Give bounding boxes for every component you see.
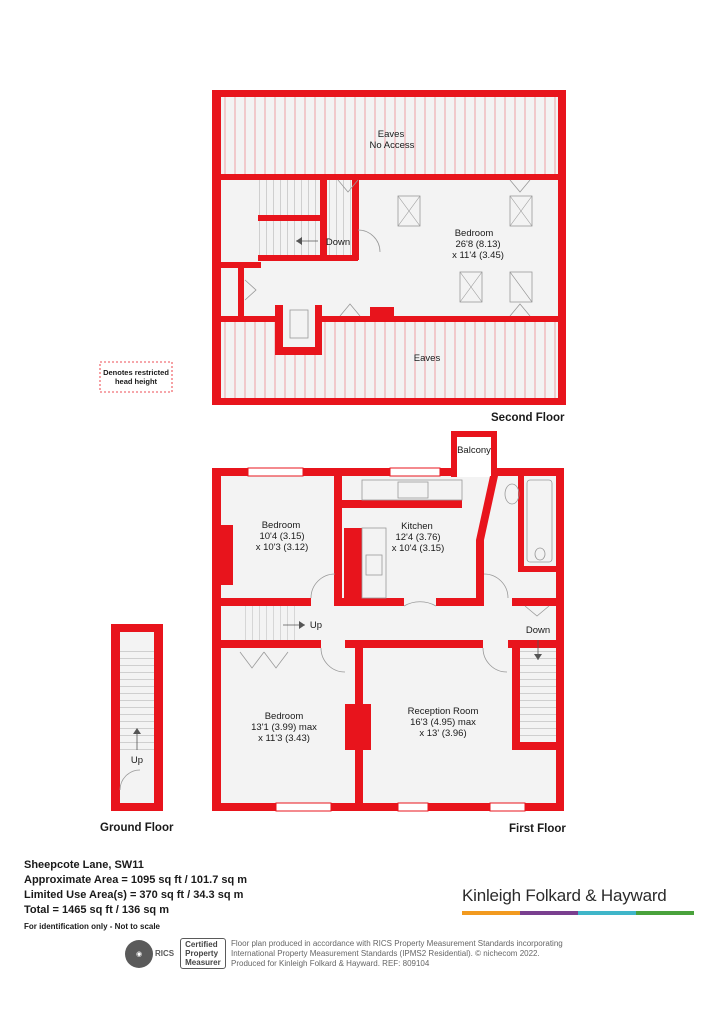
rics-logo — [125, 938, 226, 969]
restricted-height-legend — [100, 362, 172, 392]
property-info — [24, 858, 247, 934]
disclaimer — [231, 939, 591, 969]
first-floor-up-label: Up — [309, 620, 323, 631]
certified-line-1: Certified — [185, 940, 218, 949]
eaves-top-label-2: No Access — [369, 140, 415, 151]
brand-name: Kinleigh Folkard & Hayward — [462, 886, 667, 905]
second-bedroom-dim-2: x 11'4 (3.45) — [452, 250, 504, 261]
second-bedroom-dim-1: 26'8 (8.13) — [455, 239, 501, 250]
rics-word: RICS — [155, 949, 175, 958]
second-bedroom-first-floor-dim-1: 13'1 (3.99) max — [251, 722, 317, 733]
first-floor-label: First Floor — [509, 823, 566, 835]
balcony-label: Balcony — [457, 445, 491, 456]
certified-line-3: Measurer — [185, 958, 221, 967]
brand-bar-orange — [462, 911, 520, 915]
certified-measurer-badge — [180, 938, 226, 969]
first-floor-plan — [212, 431, 566, 835]
approximate-area: Approximate Area = 1095 sq ft / 101.7 sq m — [24, 874, 248, 886]
first-bedroom-dim-1: 10'4 (3.15) — [259, 531, 305, 542]
certified-line-2: Property — [185, 949, 219, 958]
first-floor-stairs-up — [240, 606, 300, 640]
reception-room-name: Reception Room — [407, 706, 479, 717]
legend-line-1: Denotes restricted — [103, 368, 169, 377]
brand-bar-green — [636, 911, 694, 915]
ground-floor-up-label: Up — [130, 755, 144, 766]
rics-badge-icon: ◉ — [125, 940, 153, 968]
eaves-bottom-label: Eaves — [413, 353, 441, 364]
second-bedroom-first-floor-dim-2: x 11'3 (3.43) — [258, 733, 310, 744]
second-bedroom-first-floor-name: Bedroom — [264, 711, 304, 722]
ground-floor-label: Ground Floor — [100, 822, 174, 834]
reception-room-dim-2: x 13' (3.96) — [419, 728, 467, 739]
brand-color-bar — [462, 911, 694, 915]
disclaimer-line-1: Floor plan produced in accordance with RICS Property Measurement Standards incorporating — [231, 939, 563, 948]
limited-use-area: Limited Use Area(s) = 370 sq ft / 34.3 sq m — [24, 889, 244, 901]
kitchen-name: Kitchen — [401, 521, 433, 532]
address: Sheepcote Lane, SW11 — [24, 859, 144, 871]
kitchen-dim-1: 12'4 (3.76) — [395, 532, 441, 543]
second-bedroom-name: Bedroom — [454, 228, 494, 239]
second-floor-label: Second Floor — [491, 412, 565, 424]
ground-floor-plan — [100, 624, 174, 834]
legend-line-2: head height — [114, 377, 158, 386]
first-floor-stairs-down — [520, 648, 556, 742]
brand-logo — [462, 886, 694, 915]
total-area: Total = 1465 sq ft / 136 sq m — [24, 904, 169, 916]
second-floor-plan — [212, 90, 566, 424]
disclaimer-line-3: Produced for Kinleigh Folkard & Hayward. REF: 809104 — [231, 959, 430, 968]
eaves-bottom-zone — [221, 322, 558, 398]
disclaimer-line-2: International Property Measurement Standards (IPMS2 Residential). © nichecom 2022. — [231, 949, 540, 958]
identification-note: For identification only - Not to scale — [24, 922, 161, 931]
first-bedroom-dim-2: x 10'3 (3.12) — [255, 542, 309, 553]
second-floor-down-label: Down — [325, 237, 351, 248]
kitchen-dim-2: x 10'4 (3.15) — [391, 543, 445, 554]
brand-bar-purple — [520, 911, 578, 915]
reception-room-dim-1: 16'3 (4.95) max — [410, 717, 476, 728]
first-floor-down-label: Down — [525, 625, 551, 636]
first-bedroom-name: Bedroom — [261, 520, 301, 531]
brand-bar-teal — [578, 911, 636, 915]
eaves-top-label-1: Eaves — [377, 129, 405, 140]
